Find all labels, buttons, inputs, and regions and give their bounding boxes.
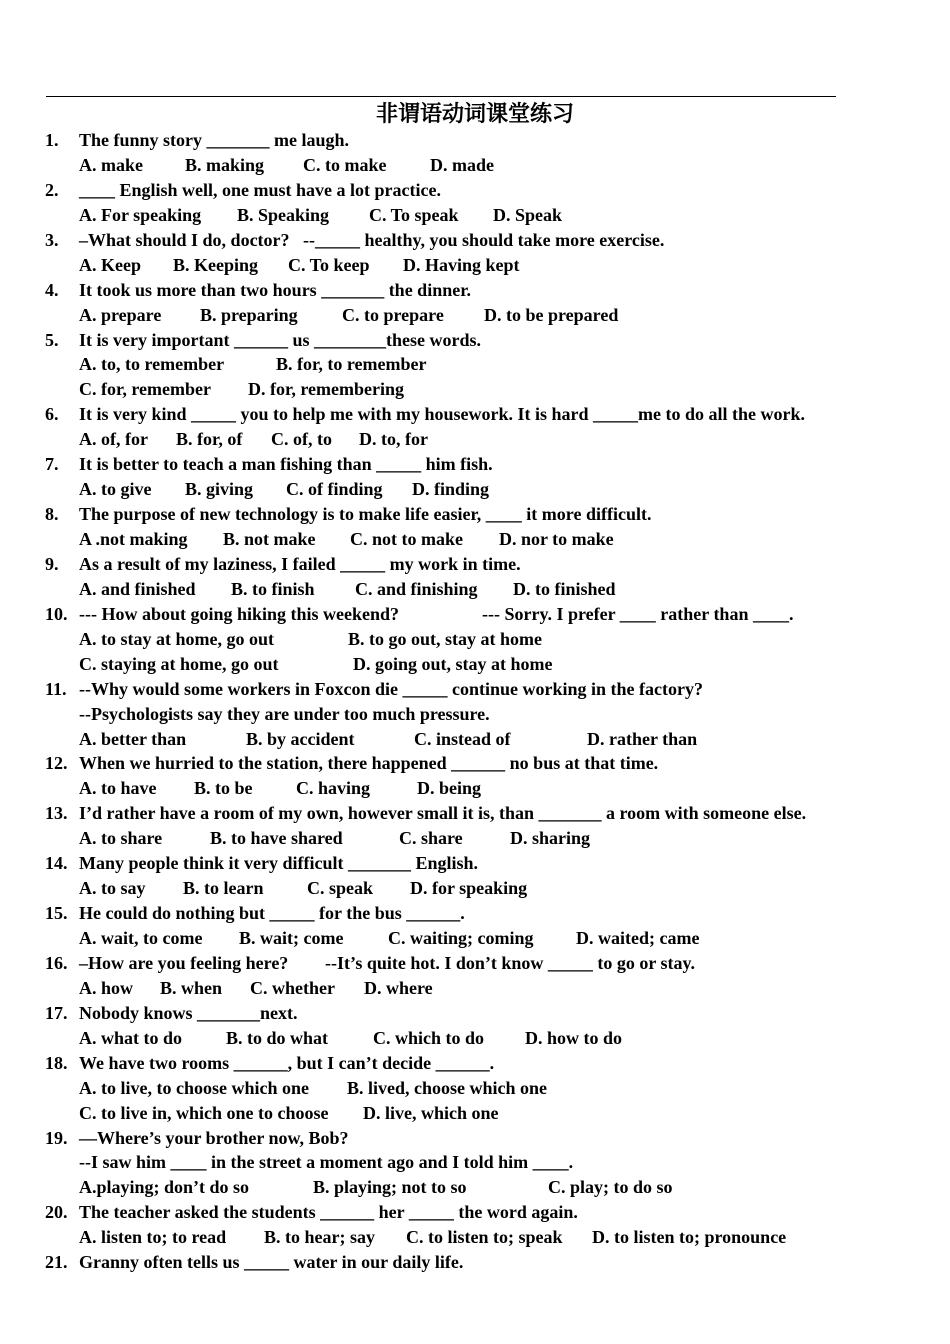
question-list	[0, 128, 950, 1275]
question-text: The teacher asked the students ______ her _____ the word again.	[79, 1202, 578, 1223]
question-text: --- How about going hiking this weekend?	[79, 603, 400, 624]
answer-option: D. rather than	[587, 728, 698, 749]
question-text: It is very important ______ us ________these words.	[79, 329, 481, 350]
answer-option: A. to say	[79, 878, 146, 899]
answer-option: B. to have shared	[210, 828, 343, 849]
answer-option: B. when	[160, 977, 223, 998]
question-line	[0, 477, 950, 502]
page-title: 非谓语动词课堂练习	[375, 102, 574, 127]
question-text: --Why would some workers in Foxcon die _____ continue working in the factory?	[79, 678, 703, 699]
question-text: –How are you feeling here?	[79, 952, 289, 973]
question-text: --- Sorry. I prefer ____ rather than ____.	[482, 603, 794, 624]
question-stem-line	[0, 1200, 950, 1225]
answer-option: B. giving	[185, 479, 254, 500]
answer-option: D. where	[364, 977, 433, 998]
question-text: As a result of my laziness, I failed _____ my work in time.	[79, 553, 521, 574]
answer-option: B. to hear; say	[264, 1227, 375, 1248]
question-text: We have two rooms ______, but I can’t decide ______.	[79, 1052, 495, 1073]
question-number: 11.	[45, 678, 67, 699]
answer-option: B. to go out, stay at home	[348, 628, 542, 649]
answer-option: B. to be	[194, 778, 253, 799]
answer-option: A. how	[79, 977, 134, 998]
answer-option: A. Keep	[79, 254, 141, 275]
answer-option: C. speak	[307, 878, 374, 899]
question-text: He could do nothing but _____ for the bus ______.	[79, 903, 465, 924]
answer-option: B. for, to remember	[276, 354, 427, 375]
question-stem-line	[0, 502, 950, 527]
answer-option: B. for, of	[176, 429, 243, 450]
answer-option: D. waited; came	[576, 928, 700, 948]
question-stem-line	[0, 851, 950, 876]
answer-option: B. playing; not to so	[313, 1177, 467, 1198]
answer-option: D. nor to make	[499, 529, 614, 549]
question-line	[0, 1225, 950, 1250]
answer-option: A.playing; don’t do so	[79, 1177, 250, 1198]
question-text: Many people think it very difficult _______ English.	[79, 853, 479, 874]
question-line	[0, 577, 950, 602]
answer-option: D. made	[430, 154, 494, 175]
answer-option: B. Speaking	[237, 204, 330, 225]
answer-option: D. to finished	[513, 578, 616, 599]
answer-option: D. sharing	[510, 828, 591, 849]
question-number: 21.	[45, 1252, 68, 1273]
question-line	[0, 377, 950, 402]
question-text: --It’s quite hot. I don’t know _____ to go or stay.	[325, 952, 696, 973]
question-text: The purpose of new technology is to make life easier, ____ it more difficult.	[79, 504, 652, 525]
answer-option: A. better than	[79, 728, 187, 749]
answer-option: B. making	[185, 154, 265, 175]
question-text: When we hurried to the station, there happened ______ no bus at that time.	[79, 753, 659, 774]
question-line	[0, 627, 950, 652]
answer-option: A. make	[79, 154, 143, 175]
answer-option: A. what to do	[79, 1027, 183, 1048]
question-stem-line	[0, 1250, 950, 1275]
header-rule	[46, 96, 836, 97]
answer-option: A. to give	[79, 479, 152, 500]
question-line	[0, 427, 950, 452]
answer-option: A. to stay at home, go out	[79, 628, 274, 649]
answer-option: D. finding	[412, 479, 490, 500]
question-line	[0, 1026, 950, 1051]
answer-option: C. not to make	[350, 529, 463, 549]
question-stem-line	[0, 1051, 950, 1076]
answer-option: A. listen to; to read	[79, 1227, 227, 1248]
answer-option: C. to listen to; speak	[406, 1227, 563, 1248]
answer-option: D. to, for	[359, 429, 428, 450]
answer-option: A. and finished	[79, 578, 196, 599]
answer-option: D. how to do	[525, 1027, 623, 1048]
question-number: 3.	[45, 229, 59, 250]
question-text: The funny story _______ me laugh.	[79, 130, 350, 150]
question-number: 12.	[45, 753, 68, 774]
answer-option: B. to learn	[183, 878, 264, 899]
answer-option: A. of, for	[79, 429, 148, 450]
question-stem-line	[0, 552, 950, 577]
question-stem-line	[0, 751, 950, 776]
question-stem-line	[0, 278, 950, 303]
answer-option: C. waiting; coming	[388, 928, 534, 948]
answer-option: B. not make	[223, 529, 316, 549]
answer-option: C. play; to do so	[548, 1177, 673, 1198]
question-text: ____ English well, one must have a lot practice.	[79, 179, 441, 200]
question-line	[0, 702, 950, 727]
question-line	[0, 776, 950, 801]
answer-option: A. to live, to choose which one	[79, 1077, 309, 1098]
answer-option: C. and finishing	[355, 578, 478, 599]
question-number: 19.	[45, 1127, 68, 1148]
answer-option: B. by accident	[246, 728, 355, 749]
question-line	[0, 527, 950, 552]
question-stem-line	[0, 901, 950, 926]
question-stem-line	[0, 801, 950, 826]
answer-option: D. live, which one	[363, 1102, 499, 1123]
answer-option: A. prepare	[79, 304, 162, 325]
question-text: It is very kind _____ you to help me with my housework. It is hard _____me to do all the work.	[79, 404, 806, 425]
question-stem-line	[0, 1126, 950, 1151]
answer-option: C. instead of	[414, 728, 511, 749]
answer-option: C. of finding	[286, 479, 383, 500]
question-line	[0, 1150, 950, 1175]
question-stem-line	[0, 402, 950, 427]
question-number: 2.	[45, 179, 59, 200]
question-text: It took us more than two hours _______ the dinner.	[79, 279, 472, 300]
answer-option: A. to share	[79, 828, 163, 849]
question-number: 1.	[45, 130, 59, 150]
question-line	[0, 1076, 950, 1101]
question-stem-line	[0, 951, 950, 976]
question-number: 4.	[45, 279, 59, 300]
question-line	[0, 203, 950, 228]
answer-option: C. share	[399, 828, 463, 849]
question-number: 8.	[45, 504, 59, 525]
answer-option: D. for speaking	[410, 878, 528, 899]
answer-option: D. for, remembering	[248, 379, 404, 400]
question-number: 6.	[45, 404, 59, 425]
question-line	[0, 876, 950, 901]
question-number: 16.	[45, 952, 68, 973]
question-number: 5.	[45, 329, 59, 350]
question-number: 20.	[45, 1202, 68, 1223]
question-line	[0, 253, 950, 278]
answer-option: B. to finish	[231, 578, 315, 599]
question-stem-line	[0, 128, 950, 153]
answer-option: C. which to do	[373, 1027, 485, 1048]
question-line	[0, 926, 950, 951]
answer-option: C. whether	[250, 977, 335, 998]
question-stem-line	[0, 452, 950, 477]
question-number: 14.	[45, 853, 68, 874]
question-text: Nobody knows _______next.	[79, 1002, 298, 1023]
question-text: --I saw him ____ in the street a moment ago and I told him ____.	[79, 1152, 574, 1173]
question-stem-line	[0, 228, 950, 253]
answer-option: D. Speak	[493, 204, 563, 225]
answer-option: A. wait, to come	[79, 928, 203, 948]
answer-option: A. For speaking	[79, 204, 202, 225]
question-stem-line	[0, 328, 950, 353]
question-line	[0, 727, 950, 752]
question-line	[0, 1101, 950, 1126]
question-number: 18.	[45, 1052, 68, 1073]
answer-option: B. to do what	[226, 1027, 329, 1048]
answer-option: D. being	[417, 778, 482, 799]
answer-option: A. to, to remember	[79, 354, 225, 375]
question-text: –What should I do, doctor? --_____ healthy, you should take more exercise.	[79, 229, 665, 250]
answer-option: C. having	[296, 778, 371, 799]
answer-option: B. wait; come	[239, 928, 344, 948]
answer-option: D. Having kept	[403, 254, 520, 275]
question-stem-line	[0, 602, 950, 627]
question-text: Granny often tells us _____ water in our daily life.	[79, 1252, 464, 1273]
question-number: 7.	[45, 454, 59, 475]
question-number: 17.	[45, 1002, 68, 1023]
answer-option: A .not making	[79, 529, 188, 549]
answer-option: B. lived, choose which one	[347, 1077, 548, 1098]
question-number: 13.	[45, 803, 68, 824]
question-line	[0, 303, 950, 328]
answer-option: B. preparing	[200, 304, 298, 325]
answer-option: D. going out, stay at home	[353, 653, 553, 674]
answer-option: B. Keeping	[173, 254, 259, 275]
question-stem-line	[0, 677, 950, 702]
answer-option: C. staying at home, go out	[79, 653, 279, 674]
question-number: 10.	[45, 603, 68, 624]
question-number: 9.	[45, 553, 59, 574]
question-line	[0, 352, 950, 377]
answer-option: C. for, remember	[79, 379, 211, 400]
answer-option: A. to have	[79, 778, 157, 799]
answer-option: C. to prepare	[342, 304, 444, 325]
question-line	[0, 826, 950, 851]
question-text: —Where’s your brother now, Bob?	[79, 1127, 349, 1148]
question-text: I’d rather have a room of my own, however small it is, than _______ a room with someone else.	[79, 803, 807, 824]
question-stem-line	[0, 1001, 950, 1026]
answer-option: D. to be prepared	[484, 304, 619, 325]
answer-option: C. To keep	[288, 254, 370, 275]
answer-option: D. to listen to; pronounce	[592, 1227, 787, 1248]
question-line	[0, 652, 950, 677]
question-stem-line	[0, 178, 950, 203]
question-line	[0, 1175, 950, 1200]
question-line	[0, 153, 950, 178]
question-number: 15.	[45, 903, 68, 924]
answer-option: C. To speak	[369, 204, 459, 225]
question-line	[0, 976, 950, 1001]
question-text: It is better to teach a man fishing than _____ him fish.	[79, 454, 493, 475]
answer-option: C. of, to	[271, 429, 332, 450]
answer-option: C. to make	[303, 154, 387, 175]
question-text: --Psychologists say they are under too much pressure.	[79, 703, 490, 724]
answer-option: C. to live in, which one to choose	[79, 1102, 329, 1123]
